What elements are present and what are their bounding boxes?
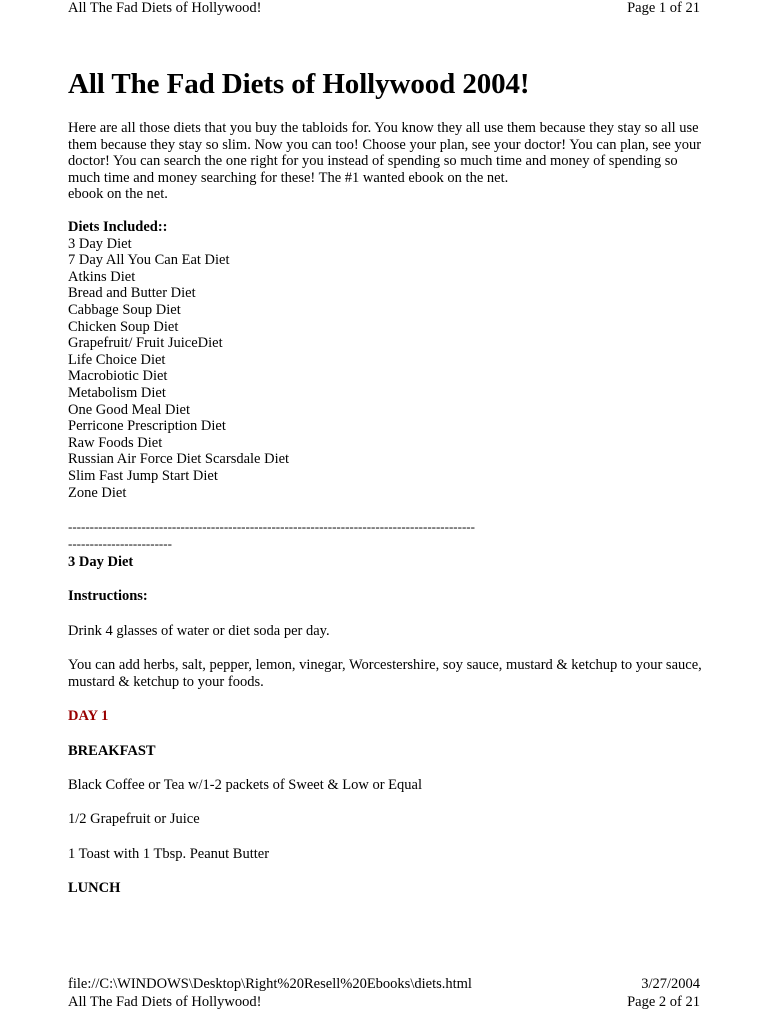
list-item: 3 Day Diet (68, 235, 132, 252)
instructions-label: Instructions: (68, 588, 148, 604)
separator-line: ---------------------------------------------------------------------------------------------- (68, 519, 475, 534)
intro-text: Here are all those diets that you buy the tabloids for. You know they all use them because they stay so all use them because they stay so slim. Now you can too! Choose your plan, see your doctor! You can plan, see your doctor! You can search the one right for you instead of spending so much time and money of spending so much time and money searching for these! The #1 wanted ebook on the net. (68, 120, 702, 186)
list-item: Atkins Diet (68, 268, 136, 285)
page-header-title: All The Fad Diets of Hollywood! (68, 0, 262, 16)
list-item: Grapefruit/ Fruit JuiceDiet (68, 335, 223, 352)
list-item: Macrobiotic Diet (68, 368, 168, 385)
list-item: Russian Air Force Diet Scarsdale Diet (68, 451, 290, 468)
footer-date: 3/27/2004 (641, 976, 700, 992)
footer-file-path: file://C:\WINDOWS\Desktop\Right%20Resell%20Ebooks\diets.html (68, 976, 472, 992)
list-item: One Good Meal Diet (68, 401, 191, 418)
list-item: Life Choice Diet (68, 351, 166, 368)
breakfast-item: 1/2 Grapefruit or Juice (68, 811, 200, 827)
section-title: 3 Day Diet (68, 554, 134, 570)
intro-paragraph (68, 120, 708, 203)
instruction-herbs: You can add herbs, salt, pepper, lemon, vinegar, Worcestershire, soy sauce, mustard & ketchup to your sauce, mustard & ketchup to your foods. (68, 657, 702, 690)
list-item: Cabbage Soup Diet (68, 301, 181, 318)
breakfast-item: 1 Toast with 1 Tbsp. Peanut Butter (68, 846, 270, 862)
breakfast-label: BREAKFAST (68, 743, 156, 759)
page2-header-title: All The Fad Diets of Hollywood! (68, 994, 262, 1010)
list-item: Raw Foods Diet (68, 434, 163, 451)
breakfast-item: Black Coffee or Tea w/1-2 packets of Sweet & Low or Equal (68, 777, 422, 793)
list-item: Zone Diet (68, 484, 127, 501)
diets-included-section (68, 219, 289, 501)
list-item: Chicken Soup Diet (68, 318, 179, 335)
page2-header-number: Page 2 of 21 (627, 994, 700, 1010)
diets-heading: Diets Included:: (68, 219, 168, 235)
instruction-water: Drink 4 glasses of water or diet soda per day. (68, 623, 330, 639)
list-item: Slim Fast Jump Start Diet (68, 467, 218, 484)
lunch-label: LUNCH (68, 880, 121, 896)
list-item: Perricone Prescription Diet (68, 418, 226, 435)
intro-tail-text: ebook on the net. (68, 186, 168, 203)
day-label: DAY 1 (68, 708, 109, 724)
separator-line-continuation: ------------------------ (68, 536, 172, 551)
page-header-number: Page 1 of 21 (627, 0, 700, 16)
list-item: Bread and Butter Diet (68, 285, 196, 302)
diets-list (68, 236, 289, 502)
page-title: All The Fad Diets of Hollywood 2004! (68, 68, 530, 100)
list-item: 7 Day All You Can Eat Diet (68, 252, 230, 269)
list-item: Metabolism Diet (68, 384, 166, 401)
